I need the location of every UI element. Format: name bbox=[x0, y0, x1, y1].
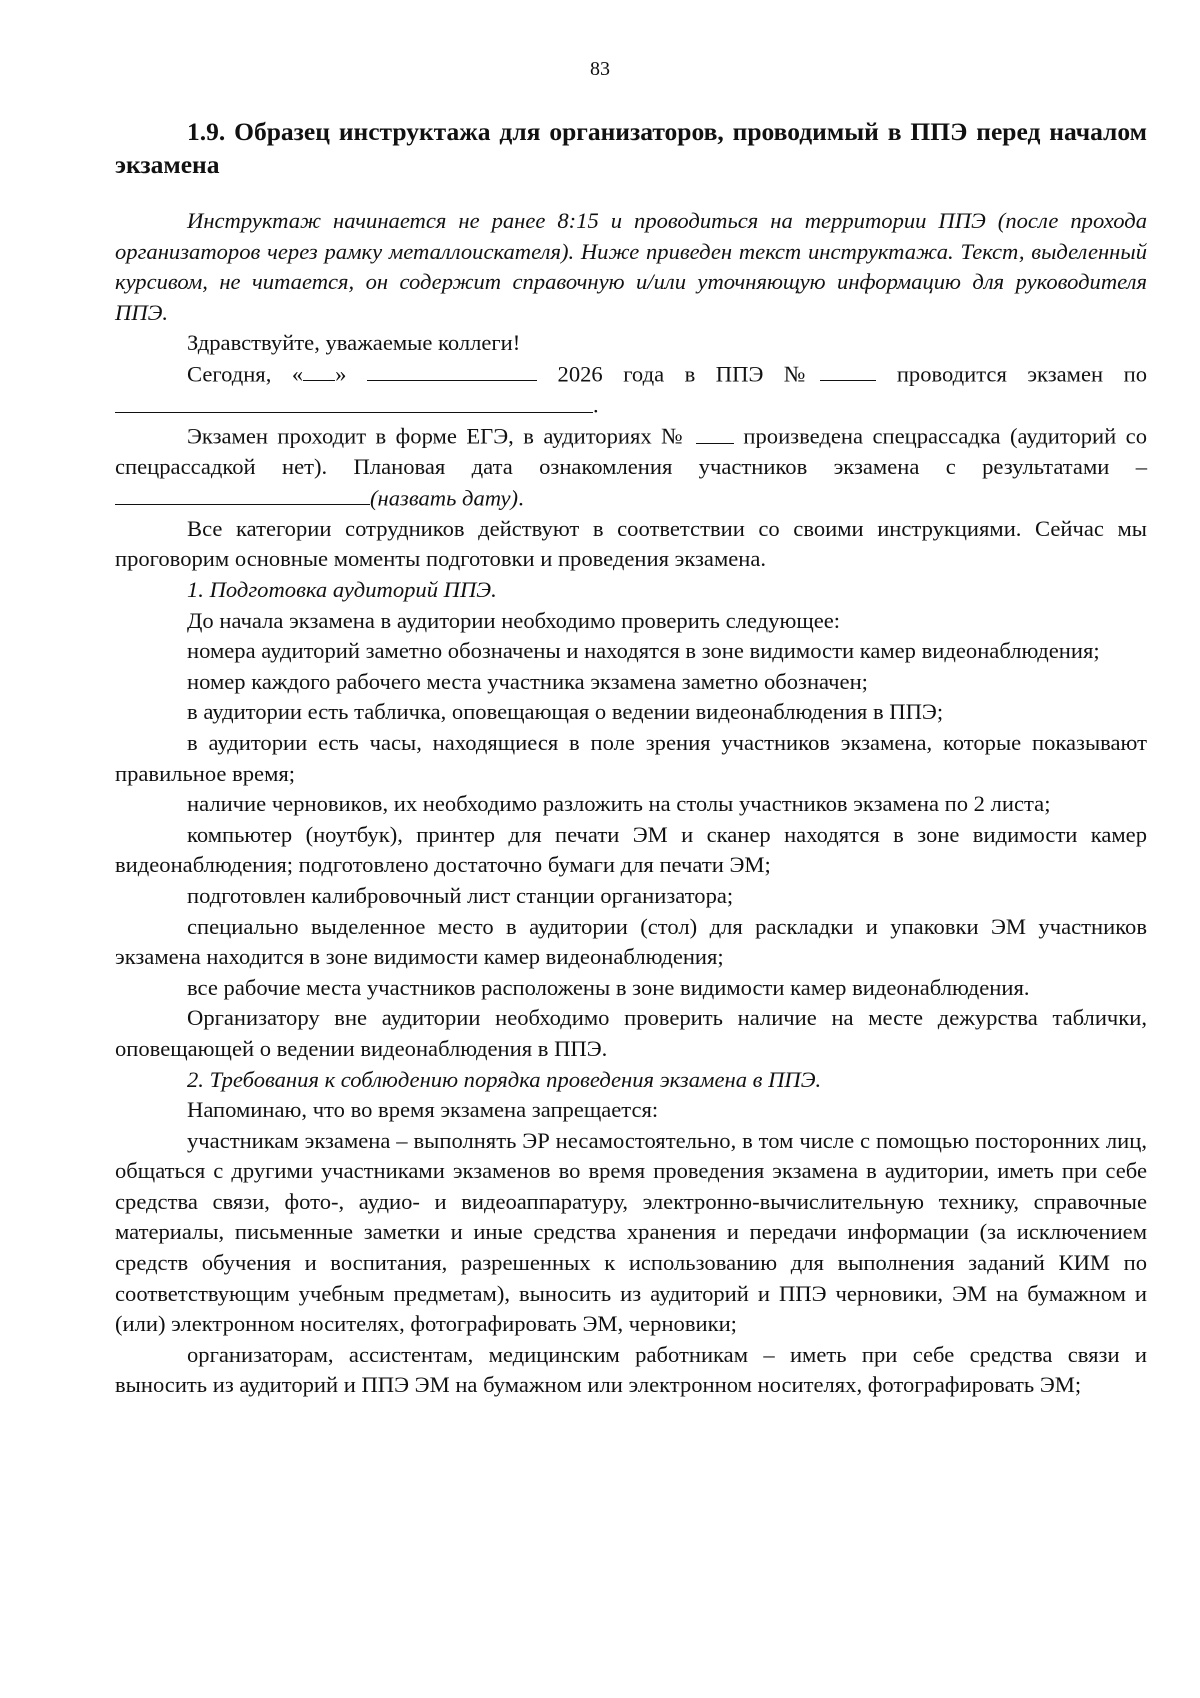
checklist-item: специально выделенное место в аудитории (стол) для раскладки и упаковки ЭМ участников экзамена находится в зоне видимости камер видеонаблюдения; bbox=[115, 913, 1147, 970]
day-blank bbox=[303, 359, 335, 381]
name-date-hint: (назвать дату) bbox=[370, 485, 519, 511]
room-number-blank bbox=[696, 421, 734, 443]
exam-form-paragraph bbox=[115, 421, 1147, 514]
exam-form-end: . bbox=[518, 485, 524, 511]
section-heading: 1.9. Образец инструктажа для организаторов, проводимый в ППЭ перед началом экзамена bbox=[115, 117, 1147, 179]
section-2-title: 2. Требования к соблюдению порядка проведения экзамена в ППЭ. bbox=[187, 1066, 822, 1092]
exam-form-text-2: произведена спецрассадка (аудиторий со спецрассадкой нет). Плановая дата ознакомления участников экзамена с результатами – bbox=[115, 423, 1148, 480]
subject-blank bbox=[115, 390, 593, 412]
checklist-item: подготовлен калибровочный лист станции организатора; bbox=[187, 882, 734, 908]
page-number: 83 bbox=[590, 58, 610, 80]
prohibition-item: организаторам, ассистентам, медицинским работникам – иметь при себе средства связи и выносить из аудиторий и ППЭ ЭМ на бумажном или электронном носителях, фотографировать ЭМ; bbox=[115, 1341, 1147, 1398]
month-blank bbox=[367, 359, 537, 381]
results-date-blank bbox=[115, 483, 370, 505]
reminder-line: Напоминаю, что во время экзамена запрещается: bbox=[187, 1097, 659, 1123]
checklist-item: номера аудиторий заметно обозначены и находятся в зоне видимости камер видеонаблюдения; bbox=[187, 638, 1100, 664]
checklist-item: компьютер (ноутбук), принтер для печати ЭМ и сканер находятся в зоне видимости камер видеонаблюдения; подготовлено достаточно бумаги для печати ЭМ; bbox=[115, 821, 1147, 878]
checklist-item: в аудитории есть табличка, оповещающая о ведении видеонаблюдения в ППЭ; bbox=[187, 699, 944, 725]
intro-note: Инструктаж начинается не ранее 8:15 и проводиться на территории ППЭ (после прохода организаторов через рамку металлоискателя). Ниже приведен текст инструктажа. Текст, выделенный курсивом, не читается, он содержит справочную и/или уточняющую информацию для руководителя ППЭ. bbox=[115, 208, 1147, 325]
today-text-1: Сегодня, « bbox=[187, 361, 304, 387]
section-1-title: 1. Подготовка аудиторий ППЭ. bbox=[187, 577, 497, 602]
today-text-4: проводится экзамен по bbox=[876, 361, 1148, 387]
exam-form-text-1: Экзамен проходит в форме ЕГЭ, в аудиториях № bbox=[187, 423, 696, 449]
checklist-item: наличие черновиков, их необходимо разложить на столы участников экзамена по 2 листа; bbox=[187, 791, 1051, 817]
greeting: Здравствуйте, уважаемые коллеги! bbox=[187, 330, 521, 356]
today-text-2: » bbox=[335, 361, 367, 387]
checklist-item: в аудитории есть часы, находящиеся в поле зрения участников экзамена, которые показывают правильное время; bbox=[115, 729, 1147, 786]
checklist-item: все рабочие места участников расположены в зоне видимости камер видеонаблюдения. bbox=[187, 974, 1030, 1000]
today-text-5: . bbox=[593, 392, 599, 418]
checklist-item: номер каждого рабочего места участника экзамена заметно обозначен; bbox=[187, 668, 868, 694]
prohibition-item: участникам экзамена – выполнять ЭР несамостоятельно, в том числе с помощью посторонних лиц, общаться с другими участниками экзаменов во время проведения экзамена в аудитории, иметь при себе средства связи, фото-, аудио- и видеоаппаратуру, электронно-вычислительную технику, справочные материалы, письменные заметки и иные средства хранения и передачи информации (за исключением средств обучения и воспитания, разрешенных к использованию для выполнения заданий КИМ по соответствующим учебным предметам), выносить из аудиторий и ППЭ черновики, ЭМ на бумажном и (или) электронном носителях, фотографировать ЭМ, черновики; bbox=[115, 1127, 1147, 1337]
today-text-3: 2026 года в ППЭ № bbox=[537, 361, 821, 387]
section-1-intro: До начала экзамена в аудитории необходимо проверить следующее: bbox=[187, 607, 841, 633]
ppe-number-blank bbox=[820, 359, 876, 381]
today-paragraph bbox=[115, 359, 1147, 421]
all-categories-paragraph: Все категории сотрудников действуют в соответствии со своими инструкциями. Сейчас мы проговорим основные моменты подготовки и проведения экзамена. bbox=[115, 515, 1147, 572]
document-body bbox=[115, 206, 1147, 1401]
outside-room-paragraph: Организатору вне аудитории необходимо проверить наличие на месте дежурства таблички, оповещающей о ведении видеонаблюдения в ППЭ. bbox=[115, 1005, 1147, 1061]
